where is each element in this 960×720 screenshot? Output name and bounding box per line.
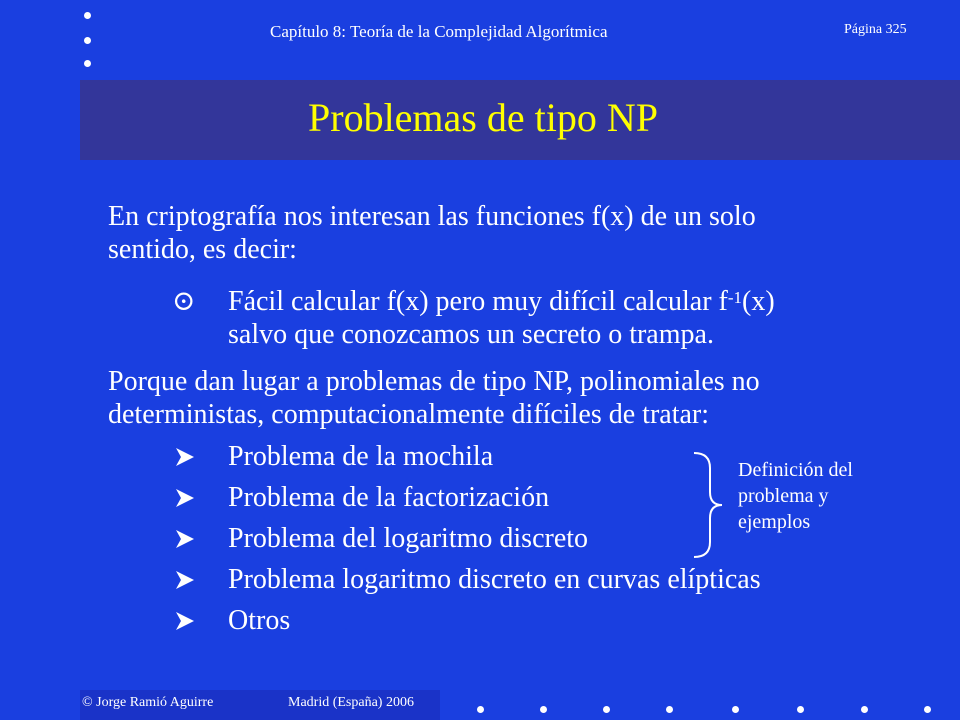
list-item: Otros [228,605,291,636]
list-item: Problema del logaritmo discreto [228,523,589,554]
side-note-line-1: Definición del [738,459,853,481]
sub-bullet-text: Fácil calcular f(x) pero muy difícil calcular f [228,286,728,317]
circle-dot-bullet-icon: ⊙ [172,286,196,317]
porque-line-1: Porque dan lugar a problemas de tipo NP, polinomiales no [108,366,760,397]
list-item: Problema de la factorización [228,482,550,513]
decor-dot [861,706,868,713]
curly-brace-icon [690,450,726,565]
footer-place: Madrid (España) 2006 [288,695,414,710]
sub-bullet-line-2: salvo que conozcamos un secreto o trampa. [228,319,714,350]
slide-title: Problemas de tipo NP [308,95,658,140]
footer-bar [80,690,440,720]
decor-dot [732,706,739,713]
arrowhead-bullet-icon [174,610,196,637]
arrowhead-bullet-icon [174,528,196,555]
chapter-header: Capítulo 8: Teoría de la Complejidad Algorítmica [270,22,608,41]
side-note-line-2: problema y [738,485,829,507]
decor-dot [924,706,931,713]
arrowhead-bullet-icon [174,569,196,596]
inverse-superscript: -1 [727,288,743,307]
list-item: Problema logaritmo discreto en curvas elípticas [228,564,761,595]
intro-line-2: sentido, es decir: [108,234,297,265]
sub-bullet-text-end: (x) [742,286,775,317]
decor-dot [84,37,91,44]
side-note-line-3: ejemplos [738,511,811,533]
page-number: Página 325 [844,22,907,37]
intro-line-1: En criptografía nos interesan las funciones f(x) de un solo [108,201,756,232]
decor-dot [540,706,547,713]
decor-dot [84,60,91,67]
decor-dot [797,706,804,713]
decor-dot [603,706,610,713]
decor-dot [477,706,484,713]
decor-dot [84,12,91,19]
decor-dot [666,706,673,713]
porque-line-2: deterministas, computacionalmente difíciles de tratar: [108,399,710,430]
sub-bullet-line-1 [228,285,775,318]
arrowhead-bullet-icon [174,487,196,514]
footer-author: © Jorge Ramió Aguirre [82,695,214,710]
arrowhead-bullet-icon [174,446,196,473]
list-item: Problema de la mochila [228,441,494,472]
title-bar [80,80,960,160]
